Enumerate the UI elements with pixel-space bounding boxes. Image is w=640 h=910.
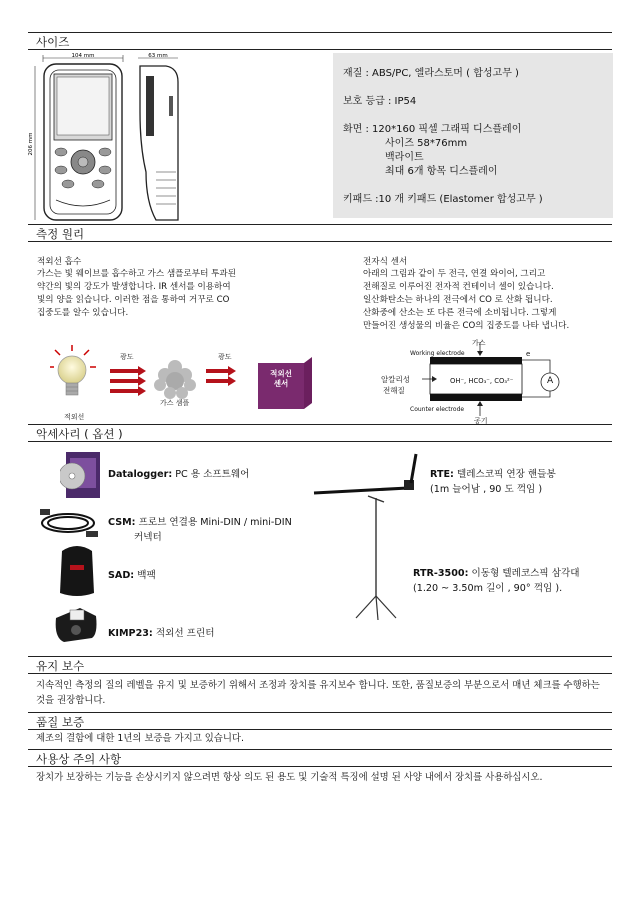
echem-line-1: 아래의 그림과 같이 두 전극, 연결 와이어, 그리고 — [363, 269, 546, 279]
working-electrode-label: Working electrode — [410, 350, 465, 357]
spec-backlight: 백라이트 — [385, 152, 424, 163]
spec-box — [333, 53, 613, 218]
spec-keypad: 키패드 :10 개 키패드 (Elastomer 합성고무 ) — [343, 194, 543, 205]
echem-air-label: 공기 — [474, 417, 488, 425]
echem-line-5: 만들어진 생성물의 비율은 CO의 집중도를 나타 냅니다. — [363, 321, 570, 331]
electrolyte-label-1: 알칼리성 — [381, 375, 410, 384]
width-dimension-label: 104 mm — [71, 53, 95, 59]
accessory-kimp23: KIMP23: 적외선 프린터 — [108, 628, 215, 639]
section-header-principle: 측정 원리 — [28, 224, 612, 242]
electrolyte-label-2: 전해질 — [383, 386, 405, 395]
section-header-warranty: 품질 보증 — [28, 712, 612, 730]
spec-protection: 보호 등급 : IP54 — [343, 96, 417, 107]
ir-sensor-label: 적외선 센서 — [270, 369, 292, 388]
spec-items: 최대 6개 항목 디스플레이 — [385, 166, 498, 177]
ir-arrows-2-icon — [206, 366, 236, 386]
depth-dimension-label: 63 mm — [148, 53, 168, 59]
ir-label-source: 적외선 — [64, 413, 85, 421]
accessory-rtr3500: RTR-3500: 이동형 텔레코스픽 삼각대 — [413, 568, 580, 579]
ir-label-light-1: 광도 — [120, 353, 134, 361]
ir-line-3: 빛의 양을 읽습니다. 이러한 점을 통하여 거꾸로 CO — [37, 295, 230, 305]
electron-label: e — [526, 350, 531, 358]
counter-electrode-label: Counter electrode — [410, 406, 465, 413]
caution-text: 장치가 보장하는 기능을 손상시키지 않으려면 항상 의도 된 용도 및 기술적 특징에 설명 된 사양 내에서 장치를 사용하십시오. — [36, 772, 543, 783]
ir-arrows-1-icon — [110, 366, 146, 396]
ion-label: OH⁻, HCO₃⁻, CO₃²⁻ — [450, 377, 514, 385]
gas-sample-icon — [154, 360, 196, 399]
accessory-datalogger: Datalogger: PC 용 소프트웨어 — [108, 469, 250, 480]
ammeter-label: A — [547, 376, 554, 386]
spec-display-size: 사이즈 58*76mm — [385, 138, 468, 149]
warranty-text: 제조의 결함에 대한 1년의 보증을 가지고 있습니다. — [36, 733, 244, 744]
accessory-rte: RTE: 텔레스코픽 연장 핸들봉 — [430, 469, 556, 480]
height-dimension-label: 206 mm — [28, 132, 34, 156]
echem-line-4: 산화중에 산소는 또 다른 전극에 소비됩니다. 그렇게 — [363, 308, 557, 318]
lightbulb-icon — [58, 356, 86, 395]
accessory-rtr3500-line-2: (1.20 ~ 3.50m 길이 , 90° 꺽임 ). — [413, 583, 563, 594]
echem-title: 전자식 센서 — [363, 257, 408, 267]
section-header-size: 사이즈 — [28, 32, 612, 50]
maintenance-text: 지속적인 측정의 질의 레벨을 유지 및 보증하기 위해서 조정과 장치를 유지보수 합니다. 또한, 품질보증의 부분으로서 매년 체크를 수행하는 것을 권장합니다. — [36, 680, 600, 706]
spec-display: 화면 : 120*160 픽셀 그래픽 디스플레이 — [343, 124, 522, 135]
datalogger-software-icon — [60, 450, 104, 502]
ir-line-4: 집중도를 알수 있습니다. — [37, 308, 129, 318]
section-header-accessories: 악세사리 ( 옵션 ) — [28, 424, 612, 442]
ir-title: 적외선 흡수 — [37, 257, 82, 267]
accessory-rte-line-2: (1m 늘어남 , 90 도 꺽임 ) — [430, 484, 543, 495]
csm-cable-icon — [38, 505, 100, 541]
echem-line-3: 일산화탄소는 하나의 전극에서 CO 로 산화 됩니다. — [363, 295, 553, 305]
rtr-tripod-icon — [342, 492, 412, 622]
echem-line-2: 전해질로 이루어진 전자적 컨테이너 셀이 있습니다. — [363, 282, 554, 292]
accessory-csm-line-2: 커넥터 — [134, 532, 162, 543]
ir-label-light-2: 광도 — [218, 353, 232, 361]
device-drawing — [28, 52, 218, 224]
ir-line-2: 약간의 빛의 강도가 발생합니다. IR 센서를 이용하여 — [37, 282, 231, 292]
sad-backpack-icon — [56, 543, 98, 599]
section-header-maintenance: 유지 보수 — [28, 656, 612, 674]
ir-line-1: 가스는 빛 웨이브를 흡수하고 가스 샘플로부터 투과된 — [37, 269, 237, 279]
accessory-csm: CSM: 프로브 연결용 Mini-DIN / mini-DIN — [108, 517, 292, 528]
kimp-printer-icon — [52, 604, 100, 644]
spec-material: 재질 : ABS/PC, 엘라스토머 ( 합성고무 ) — [343, 68, 519, 79]
accessory-sad: SAD: 백팩 — [108, 570, 156, 581]
ir-label-sample: 가스 샘플 — [160, 399, 190, 407]
echem-gas-label: 가스 — [472, 339, 486, 347]
section-header-caution: 사용상 주의 사항 — [28, 749, 612, 767]
rte-handle-icon — [310, 450, 420, 498]
